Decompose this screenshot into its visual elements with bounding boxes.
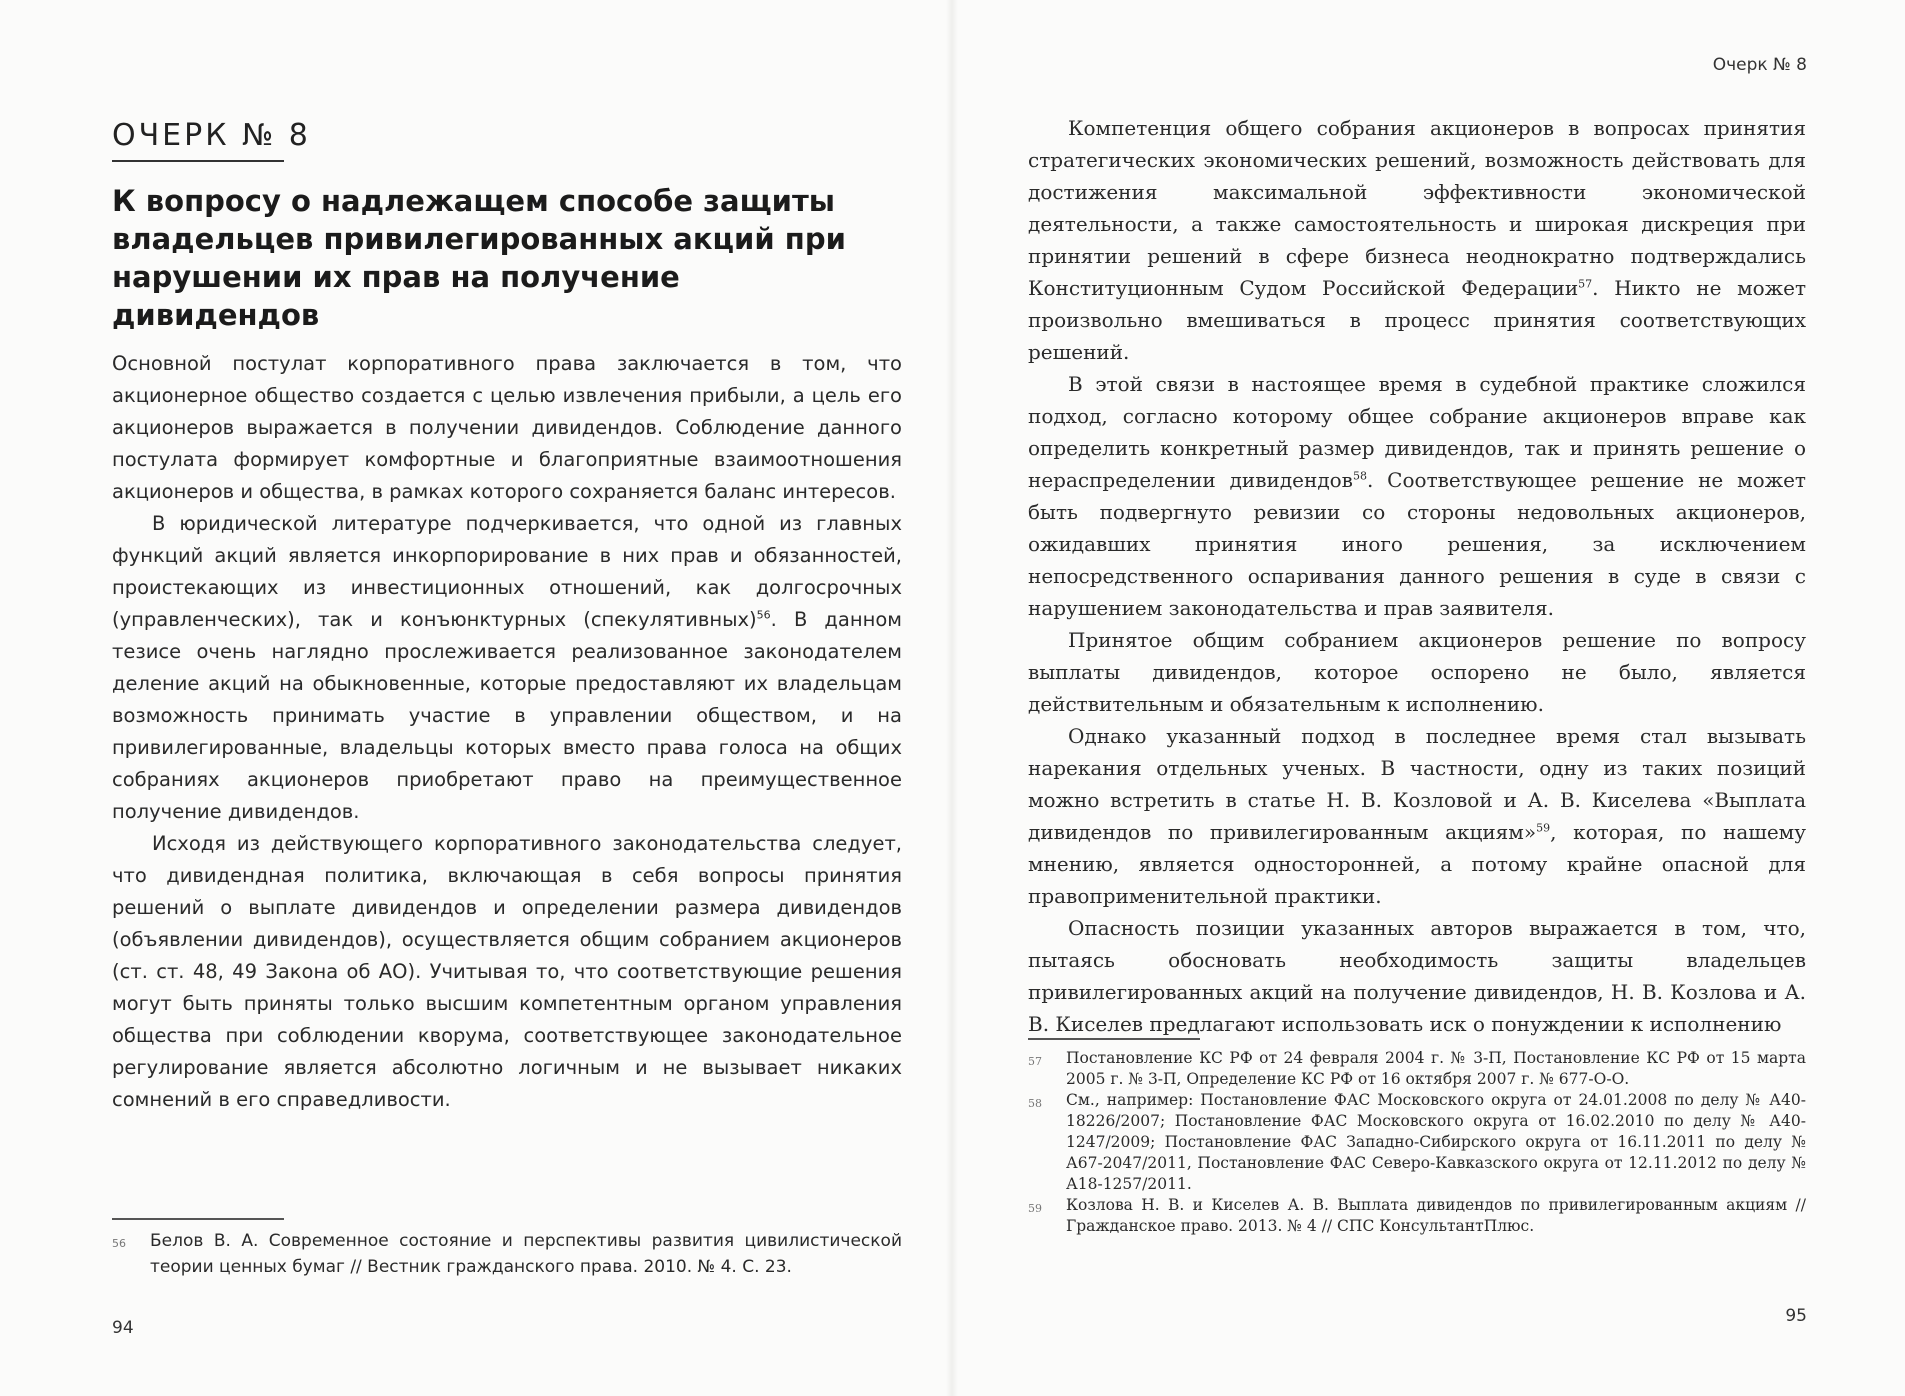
paragraph-text: В юридической литературе подчеркивается, что одной из главных функций акций является инкорпорирование в них прав и обязанностей, проистекающих из инвестиционных отношений, как долгосрочных (управленческих), так и конъюнктурных (спекулятивных)	[112, 512, 902, 631]
footnote-text: Постановление КС РФ от 24 февраля 2004 г. № 3-П, Постановление КС РФ от 15 марта 2005 г. № 3-П, Определение КС РФ от 16 октября 2007 г. № 677-О-О.	[1066, 1049, 1806, 1088]
running-head: Очерк № 8	[1712, 55, 1807, 75]
paragraph	[1028, 720, 1806, 912]
paragraph	[1028, 368, 1806, 624]
paragraph	[1028, 112, 1806, 368]
paragraph-text: В данном тезисе очень наглядно прослеживается реализованное законодателем деление акций на обыкновенные, которые предоставляют их владельцам возможность принимать участие в управлении обществом, и на привилегированные, владельцы которых вместо права голоса на общих собраниях акционеров приобретают право на преимущественное получение дивидендов.	[112, 608, 902, 823]
paragraph: Основной постулат корпоративного права заключается в том, что акционерное общество создается с целью извлечения прибыли, а цель его акционеров выражается в получении дивидендов. Соблюдение данного постулата формирует комфортные и благоприятные взаимоотношения акционеров и общества, в рамках которого сохраняется баланс интересов.	[112, 352, 902, 503]
paragraph-text: . Никто не может произвольно вмешиваться в процесс принятия соответствующих решений.	[1028, 276, 1807, 364]
footnote-ref: 57	[1578, 277, 1593, 291]
left-body-text	[112, 348, 902, 1116]
chapter-title: К вопросу о надлежащем способе защиты владельцев привилегированных акций при нарушении их прав на получение дивидендов	[112, 184, 846, 332]
right-footnotes	[1028, 1038, 1806, 1237]
left-footnotes	[112, 1218, 902, 1280]
paragraph-text: Компетенция общего собрания акционеров в вопросах принятия стратегических экономических решений, возможность действовать для достижения максимальной эффективности экономической деятельности, а также самостоятельность и широкая дискреция при принятии решений в сфере бизнеса неоднократно подтверждались Конституционным Судом Российской Федерации	[1028, 116, 1806, 300]
paragraph: Исходя из действующего корпоративного законодательства следует, что дивидендная политика, включающая в себя вопросы принятия решений о выплате дивидендов и определении размера дивидендов (объявлении дивидендов), осуществляется общим собранием акционеров (ст. ст. 48, 49 Закона об АО). Учитывая то, что соответствующие решения могут быть приняты только высшим компетентным органом управления общества при соблюдении кворума, соответствующее законодательное регулирование является абсолютно логичным и не вызывает никаких сомнений в его справедливости.	[112, 832, 902, 1111]
footnote	[1028, 1048, 1806, 1090]
essay-label: ОЧЕРК № 8	[112, 118, 311, 153]
paragraph-text: Однако указанный подход в последнее время стал вызывать нарекания отдельных ученых. В частности, одну из таких позиций можно встретить в статье Н. В. Козловой и А. В. Киселева «Выплата дивидендов по привилегированным акциям»	[1028, 724, 1806, 844]
footnote-ref: 58	[1352, 469, 1367, 483]
page-number: 95	[1785, 1306, 1807, 1326]
footnote-ref: 56	[756, 608, 771, 622]
page-number: 94	[112, 1318, 134, 1338]
footnote-rule	[1028, 1038, 1200, 1040]
paragraph: Принятое общим собранием акционеров решение по вопросу выплаты дивидендов, которое оспорено не было, является действительным и обязательным к исполнению.	[1028, 628, 1806, 716]
left-page	[0, 0, 946, 1396]
paragraph-text: , которая, по нашему мнению, является односторонней, а потому крайне опасной для правоприменительной практики.	[1028, 820, 1807, 908]
footnote-number: 58	[1028, 1097, 1042, 1110]
footnote-number: 56	[112, 1237, 126, 1250]
right-page	[958, 0, 1905, 1396]
footnote-text: Козлова Н. В. и Киселев А. В. Выплата дивидендов по привилегированным акциям // Гражданское право. 2013. № 4 // СПС КонсультантПлюс.	[1066, 1196, 1806, 1235]
paragraph: В юридической литературе подчеркивается, что одной из главных функций акций является инкорпорирование в них прав и обязанностей, проистекающих из инвестиционных отношений, как долгосрочных (управленческих), так и конъюнктурных (спекулятивных)$^{56}$. В данном тезисе очень наглядно прослеживается реализованное законодателем деление акций на обыкновенные, которые предоставляют их владельцам возможность принимать участие в управлении обществом, и на привилегированные, владельцы которых вместо права голоса на общих собраниях акционеров приобретают право на преимущественное получение дивидендов.	[112, 512, 902, 823]
footnote-rule	[112, 1218, 284, 1220]
footnote-text: Белов В. А. Современное состояние и перспективы развития цивилистической теории ценных бумаг // Вестник гражданского права. 2010. № 4. С. 23.	[150, 1231, 902, 1277]
paragraph: Опасность позиции указанных авторов выражается в том, что, пытаясь обосновать необходимость защиты владельцев привилегированных акций на получение дивидендов, Н. В. Козлова и А. В. Киселев предлагают использовать иск о понуждении к исполнению	[1028, 916, 1806, 1036]
footnote	[112, 1228, 902, 1280]
footnote	[1028, 1195, 1806, 1237]
right-body-text	[1028, 112, 1806, 1040]
paragraph-text: . Соответствующее решение не может быть подвергнуто ревизии со стороны недовольных акционеров, ожидавших принятия иного решения, за исключением непосредственного оспаривания данного решения в суде в связи с нарушением законодательства и прав заявителя.	[1028, 468, 1806, 620]
footnote-number: 57	[1028, 1055, 1042, 1068]
paragraph-text: В этой связи в настоящее время в судебной практике сложился подход, согласно которому общее собрание акционеров вправе как определить конкретный размер дивидендов, так и принять решение о нераспределении дивидендов	[1028, 372, 1806, 492]
footnote-text: См., например: Постановление ФАС Московского округа от 24.01.2008 по делу № А40-18226/2007; Постановление ФАС Московского округа от 16.02.2010 по делу № А40-1247/2009; Постановление ФАС Западно-Сибирского округа от 16.11.2011 по делу № А67-2047/2011, Постановление ФАС Северо-Кавказского округа от 12.11.2012 по делу № А18-1257/2011.	[1066, 1091, 1806, 1193]
essay-label-underline	[112, 160, 284, 162]
footnote	[1028, 1090, 1806, 1195]
footnote-ref: 59	[1536, 821, 1551, 835]
footnote-number: 59	[1028, 1202, 1042, 1215]
book-gutter	[946, 0, 958, 1396]
